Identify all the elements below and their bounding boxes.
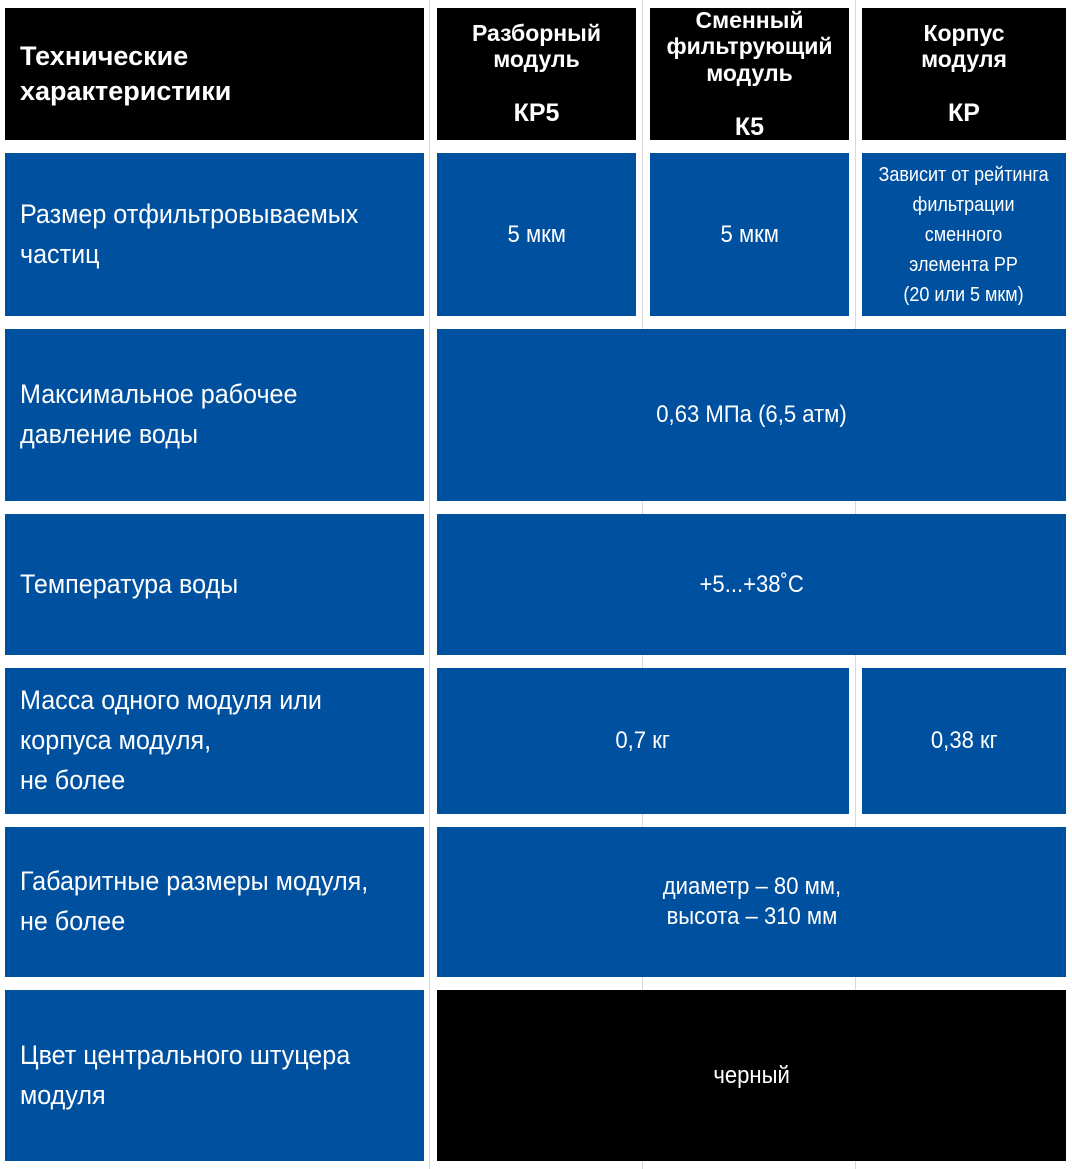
row-water-temp-label	[5, 514, 424, 655]
header-kp5-name: Разборный модуль	[472, 19, 601, 73]
row-particle-size-kp	[862, 153, 1066, 316]
nozzle-color-label-text: Цвет центрального штуцера модуля	[20, 1039, 351, 1110]
row-mass-modules	[437, 668, 849, 814]
particle-size-kp5-value: 5 мкм	[507, 220, 566, 248]
header-k5-code: К5	[734, 112, 765, 141]
nozzle-color-value-text: черный	[713, 1061, 790, 1089]
particle-size-kp-value: Зависит от рейтинга фильтрации сменного элемента РР (20 или 5 мкм)	[878, 163, 1050, 306]
mass-modules-value: 0,7 кг	[615, 727, 671, 754]
particle-size-label-text: Размер отфильтровываемых частиц	[20, 198, 359, 269]
header-kp5-code: КР5	[513, 99, 560, 128]
max-pressure-label-text: Максимальное рабочее давление воды	[20, 379, 298, 449]
row-mass-label	[5, 668, 424, 814]
row-mass-housing	[862, 668, 1066, 814]
header-kp-name: Корпус модуля	[921, 19, 1007, 73]
water-temp-value-text: +5...+38˚С	[699, 570, 804, 598]
header-col-k5	[650, 8, 849, 140]
header-col-kp	[862, 8, 1066, 140]
row-max-pressure-label	[5, 329, 424, 501]
row-particle-size-label	[5, 153, 424, 316]
row-water-temp-value	[437, 514, 1066, 655]
particle-size-k5-value: 5 мкм	[720, 220, 779, 248]
row-particle-size-kp5	[437, 153, 636, 316]
row-particle-size-k5	[650, 153, 849, 316]
header-kp-code: КР	[948, 99, 980, 128]
row-nozzle-color-value	[437, 990, 1066, 1161]
row-dimensions-label	[5, 827, 424, 977]
header-col-kp5	[437, 8, 636, 140]
row-max-pressure-value	[437, 329, 1066, 501]
mass-housing-value: 0,38 кг	[930, 727, 998, 754]
header-k5-name: Сменный фильтрующий модуль	[666, 6, 833, 86]
column-divider	[429, 0, 430, 1169]
row-nozzle-color-label	[5, 990, 424, 1161]
row-dimensions-value	[437, 827, 1066, 977]
header-characteristics	[5, 8, 424, 140]
water-temp-label-text: Температура воды	[20, 568, 239, 599]
dimensions-label-text: Габаритные размеры модуля, не более	[20, 866, 369, 936]
dimensions-value-text: диаметр – 80 мм, высота – 310 мм	[662, 873, 841, 930]
max-pressure-value-text: 0,63 МПа (6,5 атм)	[656, 401, 847, 428]
header-characteristics-text: Технические характеристики	[20, 40, 232, 106]
mass-label-text: Масса одного модуля или корпуса модуля, не более	[20, 685, 322, 795]
